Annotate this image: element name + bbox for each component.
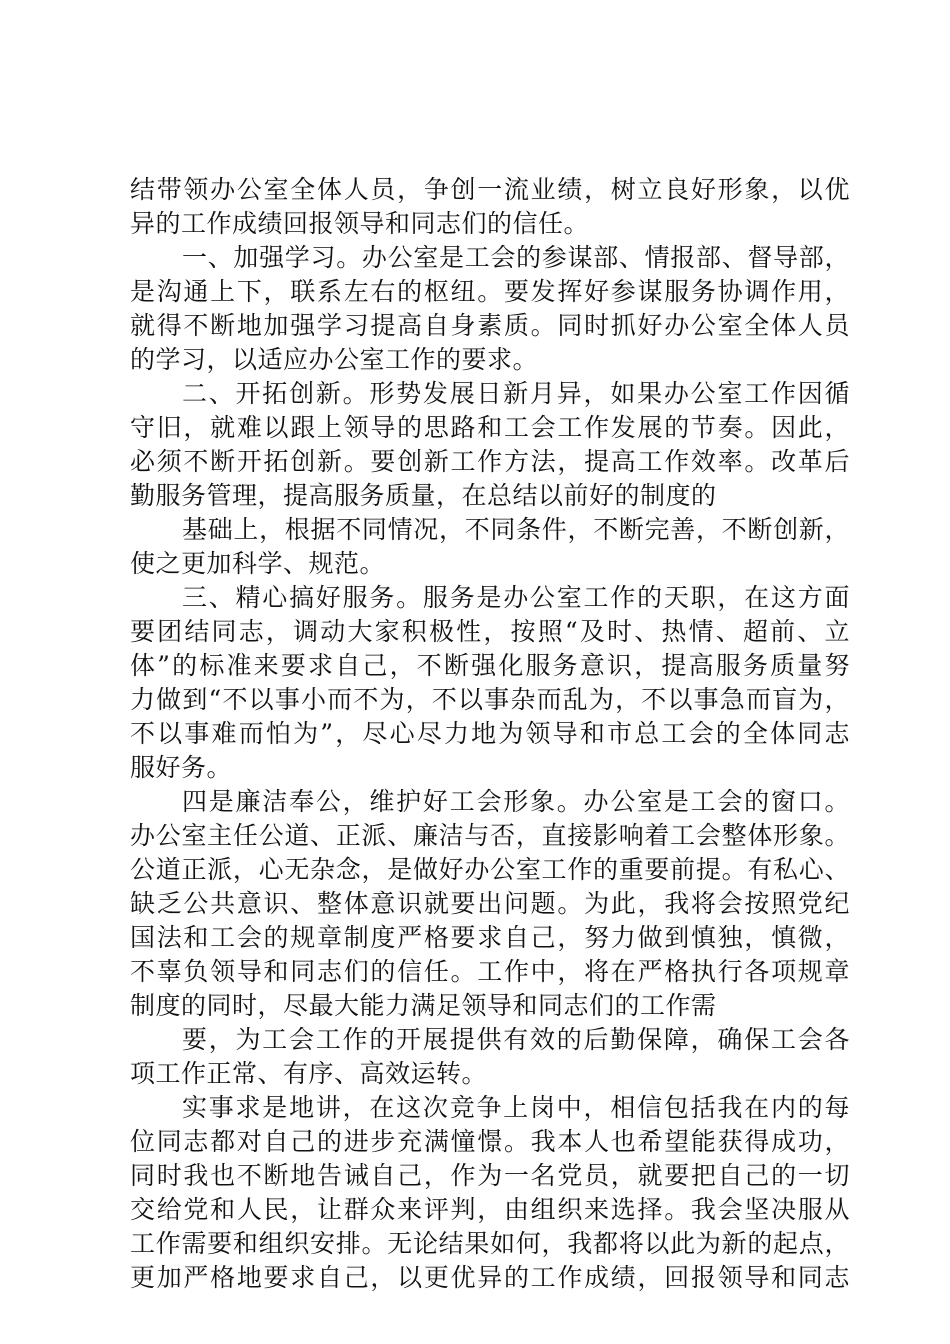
- text-line: 不辜负领导和同志们的信任。工作中，将在严格执行各项规章: [130, 957, 850, 986]
- text-line: 更加严格地要求自己，以更优异的工作成绩，回报领导和同志: [130, 1263, 850, 1292]
- text-line: 缺乏公共意识、整体意识就要出问题。为此，我将会按照党纪: [130, 889, 850, 918]
- text-line: 基础上，根据不同情况，不同条件，不断完善，不断创新，: [182, 515, 850, 544]
- text-line: 守旧，就难以跟上领导的思路和工会工作发展的节奏。因此，: [130, 413, 850, 442]
- text-line: 就得不断地加强学习提高自身素质。同时抓好办公室全体人员: [130, 311, 850, 340]
- text-line: 的学习，以适应办公室工作的要求。: [130, 345, 539, 374]
- text-line: 服好务。: [130, 753, 233, 782]
- text-line: 二、开拓创新。形势发展日新月异，如果办公室工作因循: [182, 379, 850, 408]
- text-line: 力做到“不以事小而不为，不以事杂而乱为，不以事急而盲为，: [130, 685, 850, 714]
- text-line: 不以事难而怕为”，尽心尽力地为领导和市总工会的全体同志: [130, 719, 850, 748]
- text-line: 交给党和人民，让群众来评判，由组织来选择。我会坚决服从: [130, 1195, 850, 1224]
- text-line: 四是廉洁奉公，维护好工会形象。办公室是工会的窗口。: [182, 787, 850, 816]
- text-line: 一、加强学习。办公室是工会的参谋部、情报部、督导部，: [182, 243, 850, 272]
- text-line: 国法和工会的规章制度严格要求自己，努力做到慎独，慎微，: [130, 923, 850, 952]
- text-line: 体”的标准来要求自己，不断强化服务意识，提高服务质量努: [130, 651, 850, 680]
- text-line: 公道正派，心无杂念，是做好办公室工作的重要前提。有私心、: [130, 855, 850, 884]
- text-line: 异的工作成绩回报领导和同志们的信任。: [130, 209, 590, 238]
- text-line: 同时我也不断地告诫自己，作为一名党员，就要把自己的一切: [130, 1161, 850, 1190]
- body-text: [130, 173, 850, 1295]
- text-line: 要团结同志，调动大家积极性，按照“及时、热情、超前、立: [130, 617, 850, 646]
- text-line: 要，为工会工作的开展提供有效的后勤保障，确保工会各: [182, 1025, 850, 1054]
- text-line: 三、精心搞好服务。服务是办公室工作的天职，在这方面: [182, 583, 850, 612]
- text-line: 必须不断开拓创新。要创新工作方法，提高工作效率。改革后: [130, 447, 850, 476]
- text-line: 勤服务管理，提高服务质量，在总结以前好的制度的: [130, 481, 717, 510]
- text-line: 使之更加科学、规范。: [130, 549, 386, 578]
- text-line: 制度的同时，尽最大能力满足领导和同志们的工作需: [130, 991, 717, 1020]
- text-line: 工作需要和组织安排。无论结果如何，我都将以此为新的起点，: [130, 1229, 850, 1258]
- text-line: 是沟通上下，联系左右的枢纽。要发挥好参谋服务协调作用，: [130, 277, 850, 306]
- text-line: 结带领办公室全体人员，争创一流业绩，树立良好形象，以优: [130, 175, 850, 204]
- text-line: 项工作正常、有序、高效运转。: [130, 1059, 488, 1088]
- text-line: 实事求是地讲，在这次竞争上岗中，相信包括我在内的每: [182, 1093, 850, 1122]
- text-line: 办公室主任公道、正派、廉洁与否，直接影响着工会整体形象。: [130, 821, 850, 850]
- text-line: 位同志都对自己的进步充满憧憬。我本人也希望能获得成功，: [130, 1127, 850, 1156]
